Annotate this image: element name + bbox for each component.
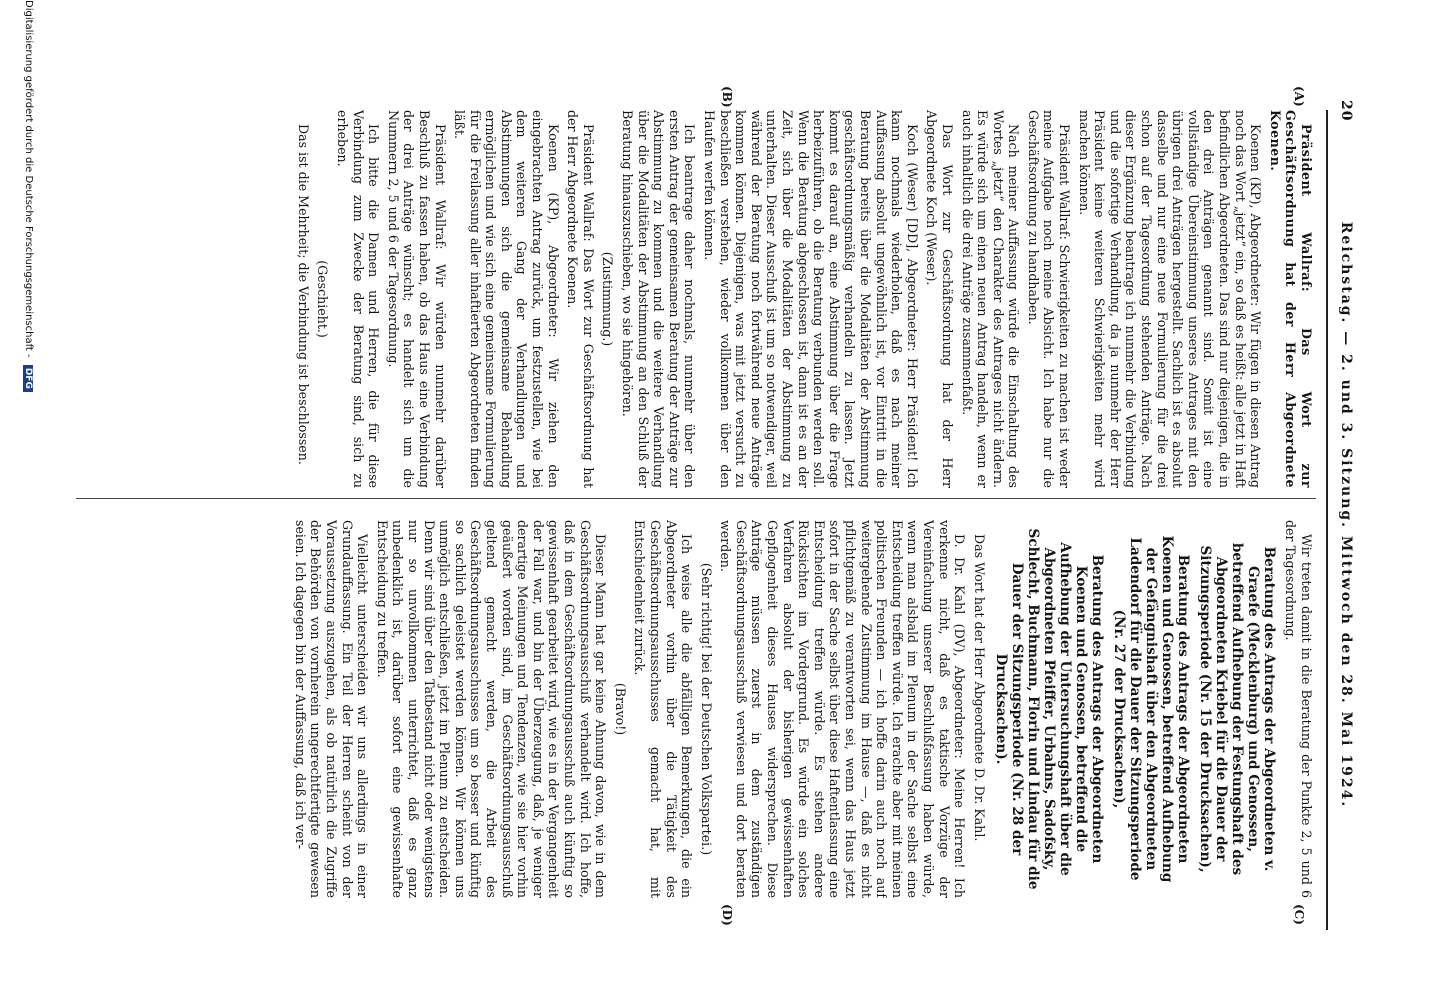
paragraph: Das Wort zur Geschäftsordnung hat der Herr Abgeordnete Koch (Weser). bbox=[924, 110, 955, 488]
interjection: (Sehr richtig! bei der Deutschen Volkspartei.) bbox=[698, 562, 714, 856]
margin-marker-b: (B) bbox=[720, 86, 734, 108]
agenda-heading: Beratung des Antrags der Abgeordneten Koenen und Genossen, betreffend die Aufhebung der Untersuchungshaft über die Abgeordneten Pfeiffer, Urbahns, Sadofsky, Schlecht, Buchmann, Florin und Lindau für die Dauer der Sitzungsperiode (Nr. 28 der Drucksachen). bbox=[992, 528, 1105, 890]
header-title: Reichstag. — 2. und 3. Sitzung. Mittwoch den 28. Mai 1924. bbox=[1338, 221, 1354, 809]
footer-text: Digitalisierung gefördert durch die Deutsche Forschungsgemeinschaft - bbox=[23, 0, 34, 358]
paragraph: D. Dr. Kahl (DV), Abgeordneter: Meine Herren! Ich verkenne nicht, daß es taktische Vorzüge der Vereinfachung unserer Beschlußfassung haben würde, wenn man alsbald im Plenum in der Sache selbst eine Entscheidung treffen würde. Ich erachte aber mit meinen politischen Freunden — ich hoffe darin auch noch auf weitergehende Zustimmung im Hause —, daß es nicht pflichtgemäß zu verantworten sei, wenn das Haus jetzt sofort in der Sache selbst über diese Haftentlassung eine Entscheidung treffen würde. Es stehen andere Rücksichten im Vordergrund. Es würde ein solches Verfahren absolut der bisherigen gewissenhaften Gepflogenheit dieses Hauses widersprechen. Diese Anträge müssen zuerst in dem zuständigen Geschäftsordnungsausschuß verwiesen und dort beraten werden. bbox=[718, 520, 968, 898]
agenda-heading: Beratung des Antrags der Abgeordneten v. Graefe (Mecklenburg) und Genossen, betreffend Aufhebung der Festungshaft des Abgeordneten Kriebel für die Dauer der Sitzungsperiode (Nr. 15 der Drucksachen), bbox=[1196, 542, 1277, 876]
paragraph: Das Wort hat der Herr Abgeordnete D. Dr. Kahl. bbox=[971, 534, 987, 842]
paragraph: Koch (Weser) [DD], Abgeordneter: Herr Präsident! Ich kann nochmals wiederholen, daß es nach meiner Auffassung absolut ungewöhnlich ist, vor Eintritt in die Beratung bereits über die Modalitäten der Abstimmung geschäftsordnungsmäßig verhandeln zu lassen. Jetzt kommt es darauf an, eine Abstimmung über die Frage herbeizuführen, ob die Beratung verbunden werden soll. Wenn die Beratung abgeschlossen ist, dann ist es an der Zeit, sich über die Modalitäten der Abstimmung zu unterhalten. Dieser Ausschuß ist um so notwendiger, weil während der Beratung noch fortwährend neue Anträge kommen können. Diejenigen, was mit jetzt versucht zu beschließen verstehen, wieder vollkommen über den Haufen werfen können. bbox=[702, 110, 920, 488]
paragraph: Das ist die Mehrheit; die Verbindung ist beschlossen. bbox=[295, 124, 311, 465]
column-divider bbox=[76, 498, 1316, 499]
paragraph: Ich beantrage daher nochmals, nunmehr über den ersten Antrag der gemeinsamen Beratung der Anträge zur Abstimmung zu kommen und die weitere Verhandlung über die Modalitäten der Abstimmung an den Schluß der Beratung hinauszuschieben, wo sie hingehören. bbox=[620, 110, 698, 488]
paragraph: Präsident Wallraf: Das Wort zur Geschäftsordnung hat der Herr Abgeordnete Koenen. bbox=[565, 110, 596, 488]
margin-marker-a: (A) bbox=[1292, 86, 1306, 107]
running-header bbox=[1332, 100, 1354, 930]
page-number: 20 bbox=[1338, 100, 1354, 122]
left-column bbox=[74, 110, 1314, 488]
paragraph: Vielleicht unterscheiden wir uns allerdings in einer Grundauffassung. Ein Teil der Herren scheint von der Voraussetzung auszugehen, als ob natürlich die Zugriffe der Behörden von vornherein ungerechtfertigte gewesen seien. Ich dagegen bin der Auffassung, daß ich ver- bbox=[292, 520, 371, 898]
paragraph: Ich bitte die Damen und Herren, die für diese Verbindung zum Zwecke der Beratung sind, sich zu erheben. bbox=[334, 110, 382, 488]
digitization-footer bbox=[23, 0, 34, 1000]
interjection: (Geschieht.) bbox=[315, 260, 331, 338]
paragraph: Präsident Wallraf: Wir würden nunmehr darüber Beschluß zu fassen haben, ob das Haus eine Verbindung der drei Anträge wünscht; es handelt sich um die Nummern 2, 5 und 6 der Tagesordnung. bbox=[385, 110, 448, 488]
paragraph: Präsident Wallraf: Das Wort zur Geschäftsordnung hat der Herr Abgeordnete Koenen. bbox=[1267, 110, 1314, 488]
header-rule bbox=[1326, 110, 1328, 930]
paragraph: Koenen (KP), Abgeordneter: Wir ziehen den eingebrachten Antrag zurück, um festzustellen, wie bei dem weiteren Gang der Verhandlungen und Abstimmungen sich die gemeinsame Behandlung ermöglichen und wie sich eine gemeinsame Formulierung für die Freilassung aller inhaftierten Abgeordneten finden läßt. bbox=[452, 110, 561, 488]
paragraph: Dieser Mann hat gar keine Ahnung davon, wie in dem Geschäftsordnungsausschuß verhandelt wird. Ich hoffe, daß in dem Geschäftsordnungsausschuß auch künftig so gewissenhaft gearbeitet wird, wie es in der Vergangenheit der Fall war, und bin der Überzeugung, daß, je weniger derartige Meinungen und Tendenzen, wie sie hier vorhin geäußert worden sind, im Geschäftsordnungsausschuß geltend gemacht werden, die Arbeit des Geschäftsordnungsausschusses um so besser und künftig so sachlich geleistet werden können. Wir können uns unmöglich entschließen, jetzt im Plenum zu entscheiden. Denn wir sind über den Tatbestand nicht oder wenigstens nur so unvollkommen unterrichtet, daß es ganz unbedenklich ist, darüber sofort eine gewissenhafte Entscheidung zu treffen. bbox=[374, 520, 609, 898]
paragraph: Koenen (KP), Abgeordneter: Wir fügen in diesen Antrag noch das Wort „jetzt“ ein, so daß es heißt: alle jetzt in Haft befindlichen Abgeordneten. Das sind nur diejenigen, die in den drei Anträgen genannt sind. Somit ist eine vollständige Übereinstimmung unseres Antrages mit den übrigen drei Anträgen hergestellt. Sachlich ist es absolut dasselbe und nur eine neue Formulierung für die drei schon auf der Tagesordnung stehenden Anträge. Nach dieser Ergänzung beantrage ich nunmehr die Verbindung und die sofortige Verhandlung, da ja nunmehr der Herr Präsident keine weiteren Schwierigkeiten mehr wird machen können. bbox=[1076, 110, 1264, 488]
margin-marker-c: (C) bbox=[1292, 904, 1306, 925]
interjection: (Bravo!) bbox=[612, 682, 628, 736]
dfg-logo: DFG bbox=[23, 365, 33, 392]
right-column bbox=[74, 520, 1314, 898]
interjection: (Zustimmung.) bbox=[600, 251, 616, 347]
margin-marker-d: (D) bbox=[720, 904, 734, 926]
paragraph: Präsident Wallraf: Schwierigkeiten zu machen ist weder meine Aufgabe noch meine Absicht. Ich habe nur die Geschäftsordnung zu handhaben. bbox=[1025, 110, 1073, 488]
paragraph: Ich weise alle die abfälligen Bemerkungen, die ein Abgeordneter vorhin über die Tätigkeit des Geschäftsordnungsausschusses gemacht hat, mit Entschiedenheit zurück. bbox=[632, 520, 695, 898]
paragraph: Nach meiner Auffassung würde die Einschaltung des Wortes „jetzt“ den Charakter des Antrages nicht ändern. Es würde sich um einen neuen Antrag handeln, wenn er auch inhaltlich die drei Anträge zusammenfaßt. bbox=[959, 110, 1022, 488]
agenda-heading: Beratung des Antrags der Abgeordneten Koenen und Genossen, betreffend Aufhebung der Gefängnishaft über den Abgeordneten Ladendorf für die Dauer der Sitzungsperiode (Nr. 27 der Drucksachen), bbox=[1110, 535, 1191, 883]
paragraph: Wir treten damit in die Beratung der Punkte 2, 5 und 6 der Tagesordnung. bbox=[1283, 520, 1314, 898]
